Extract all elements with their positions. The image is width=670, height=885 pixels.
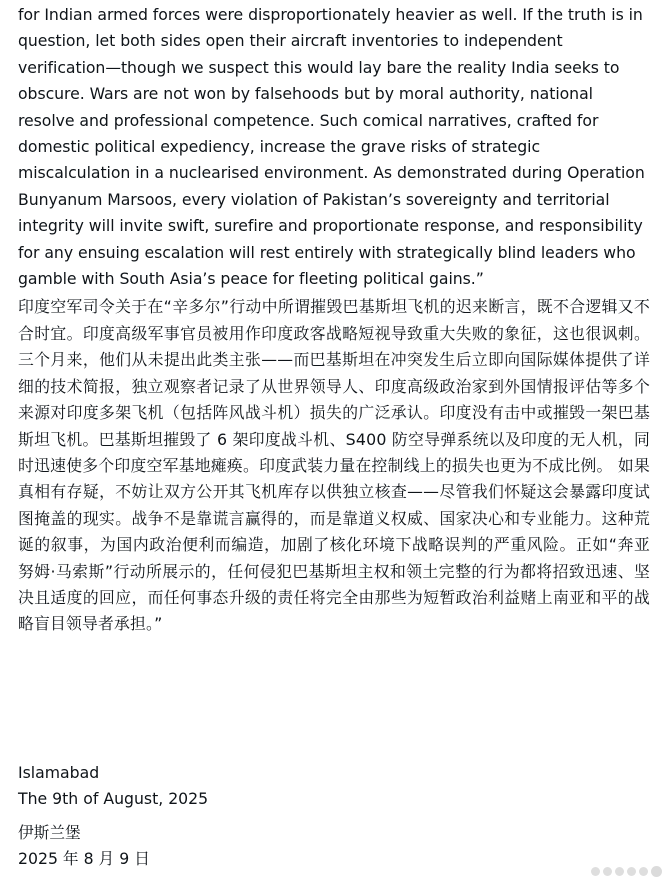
watermark-dot [591,867,600,876]
watermark-dot [651,866,662,877]
watermark-dots [591,866,662,877]
watermark-dot [603,867,612,876]
signature-place-zh: 伊斯兰堡 [18,823,81,842]
signature-place: Islamabad [18,763,100,782]
chinese-translation-text: 印度空军司令关于在“辛多尔”行动中所谓摧毁巴基斯坦飞机的迟来断言，既不合逻辑又不合时宜。印度高级军事官员被用作印度政客战略短视导致重大失败的象征，这也很讽刺。三个月来，他们从未提出此类主张——而巴基斯坦在冲突发生后立即向国际媒体提供了详细的技术简报，独立观察者记录了从世界领导人、印度高级政治家到外国情报评估等多个来源对印度多架飞机（包括阵风战斗机）损失的广泛承认。印度没有击中或摧毁一架巴基斯坦飞机。巴基斯坦摧毁了 6 架印度战斗机、S400 防空导弹系统以及印度的无人机，同时迅速使多个印度空军基地瘫痪。印度武装力量在控制线上的损失也更为不成比例。 如果真相有存疑，不妨让双方公开其飞机库存以供独立核查——尽管我们怀疑这会暴露印度试图掩盖的现实。战争不是靠谎言赢得的，而是靠道义权威、国家决心和专业能力。这种荒诞的叙事，为国内政治便利而编造，加剧了核化环境下战略误判的严重风险。正如“奔亚努姆·马索斯”行动所展示的，任何侵犯巴基斯坦主权和领土完整的行为都将招致迅速、坚决且适度的回应，而任何事态升级的责任将完全由那些为短暂政治利益赌上南亚和平的战略盲目领导者承担。” [18,297,650,634]
signature-date-zh: 2025 年 8 月 9 日 [18,849,150,868]
chinese-signature [18,820,418,872]
post-body [18,2,650,638]
watermark-dot [639,867,648,876]
english-quote-text: for Indian armed forces were disproportionately heavier as well. If the truth is in question, let both sides open their aircraft inventories to independent verification—though we suspect this would lay bare the reality India seeks to obscure. Wars are not won by falsehoods but by moral authority, national resolve and professional competence. Such comical narratives, crafted for domestic political expediency, increase the grave risks of strategic miscalculation in a nuclearised environment. As demonstrated during Operation Bunyanum Marsoos, every violation of Pakistan’s sovereignty and territorial integrity will invite swift, surefire and proportionate response, and responsibility for any ensuing escalation will rest entirely with strategically blind leaders who gamble with South Asia’s peace for fleeting political gains.” [18,5,645,289]
watermark-dot [627,867,636,876]
watermark-dot [615,867,624,876]
english-signature [18,760,418,812]
signature-date: The 9th of August, 2025 [18,789,209,808]
